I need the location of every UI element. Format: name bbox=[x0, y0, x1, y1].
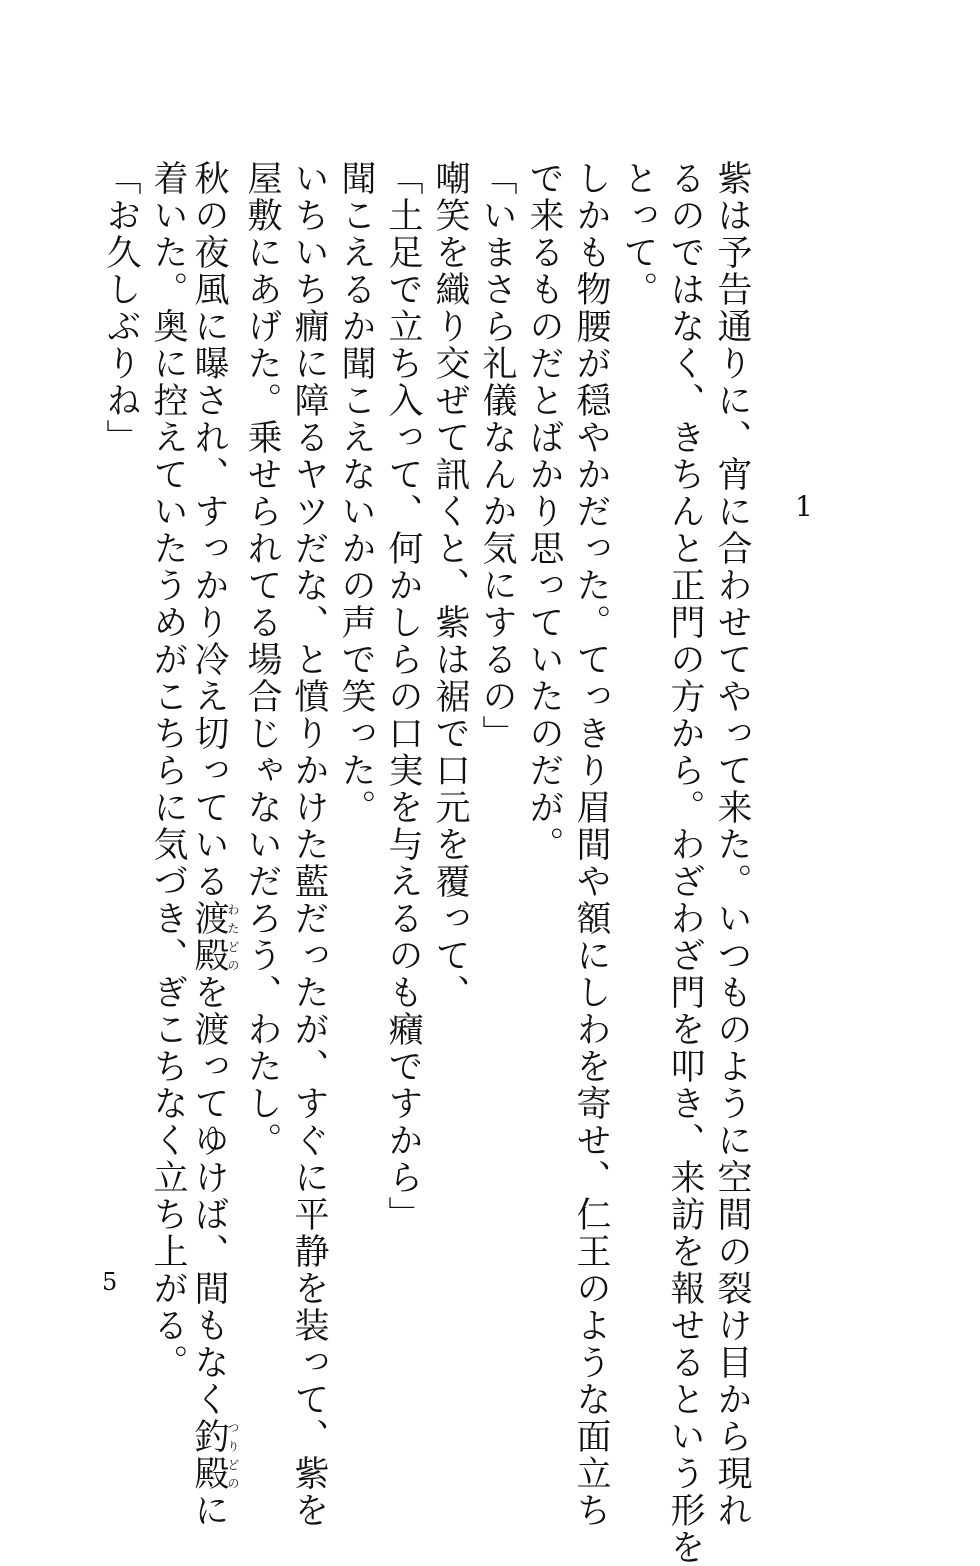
text-column-4: しかも物腰が穏やかだった。てっきり眉間や額にしわを寄せ、仁王のような面立ち bbox=[571, 160, 611, 1529]
ruby-watadono-reading: わたどの bbox=[226, 900, 240, 974]
text-column-2: るのではなく、きちんと正門の方から。わざわざ門を叩き、来訪を報せるという形を bbox=[665, 160, 705, 1566]
text-column-12-part-2: を渡ってゆけば、間もなく bbox=[189, 974, 229, 1418]
text-column-13: 着いた。奥に控えていたうめがこちらに気づき、ぎこちなく立ち上がる。 bbox=[148, 160, 188, 1381]
ruby-watadono bbox=[189, 900, 240, 974]
text-column-9: 聞こえるか聞こえないかの声で笑った。 bbox=[336, 160, 376, 826]
text-column-7: 嘲笑を織り交ぜて訊くと、紫は裾で口元を覆って、 bbox=[430, 160, 470, 1011]
text-column-11: 屋敷にあげた。乗せられてる場合じゃないだろう、わたし。 bbox=[242, 160, 282, 1159]
text-column-1: 紫は予告通りに、宵に合わせてやって来た。いつものように空間の裂け目から現れ bbox=[712, 160, 752, 1529]
text-column-12-part-1: 秋の夜風に曝され、すっかり冷え切っている bbox=[189, 160, 229, 900]
text-column-14: 「お久しぶりね」 bbox=[101, 160, 141, 456]
text-column-8: 「土足で立ち入って、何かしらの口実を与えるのも癪ですから」 bbox=[383, 160, 423, 1233]
text-column-10: いちいち癇に障るヤツだな、と憤りかけた藍だったが、すぐに平静を装って、紫を bbox=[289, 160, 329, 1529]
page-number: 5 bbox=[102, 1268, 118, 1296]
text-column-3: とって。 bbox=[618, 160, 658, 308]
ruby-tsuridono bbox=[189, 1418, 240, 1492]
text-column-12 bbox=[189, 160, 240, 1529]
text-column-6: 「いまさら礼儀なんか気にするの」 bbox=[477, 160, 517, 752]
ruby-tsuridono-reading: つりどの bbox=[226, 1418, 240, 1492]
ruby-watadono-base: 渡殿 bbox=[189, 900, 229, 974]
text-column-12-part-3: に bbox=[189, 1492, 229, 1529]
chapter-number: 1 bbox=[795, 490, 813, 523]
ruby-tsuridono-base: 釣殿 bbox=[189, 1418, 229, 1492]
text-column-5: で来るものだとばかり思っていたのだが。 bbox=[524, 160, 564, 863]
